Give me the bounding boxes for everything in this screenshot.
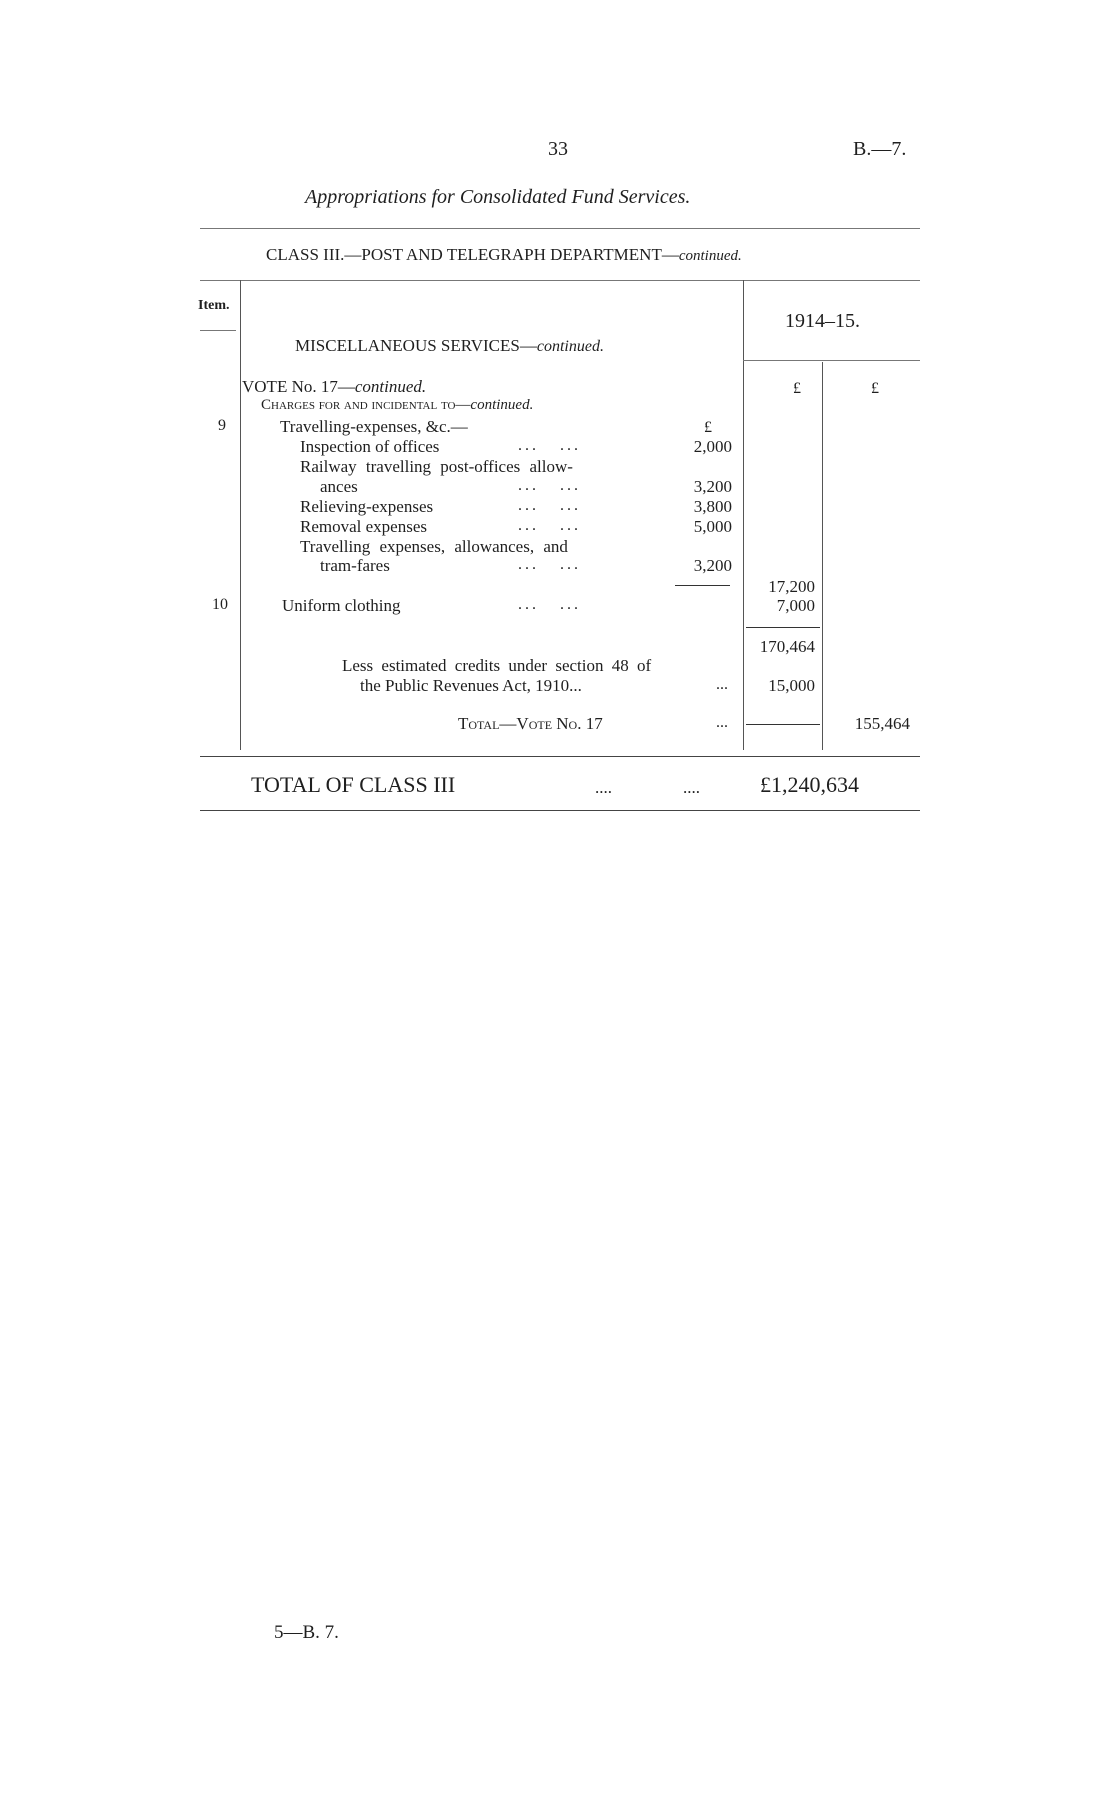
item-number: 10 [212, 596, 228, 613]
total-vote-rule [746, 724, 820, 725]
inner-amount: 2,000 [693, 437, 732, 456]
item-number: 9 [218, 417, 226, 434]
page-number: 33 [548, 138, 568, 160]
item-column-rule [240, 280, 241, 750]
subtotal-rule [675, 585, 730, 586]
currency-column-1: £ [793, 380, 801, 397]
leader-dots: ... [716, 714, 728, 731]
year-header: 1914–15. [785, 310, 860, 332]
less-credits-line-2: the Public Revenues Act, 1910... [360, 676, 582, 695]
class-heading: CLASS III.—POST AND TELEGRAPH DEPARTMENT—continued. [266, 245, 742, 264]
gross-total: 170,464 [759, 637, 815, 656]
leader-dots: .... [683, 778, 700, 797]
leader-dots: ... ... [518, 437, 581, 454]
row-label: Uniform clothing [282, 596, 401, 615]
section-title: MISCELLANEOUS SERVICES—continued. [295, 336, 604, 355]
page-footer: 5—B. 7. [274, 1622, 339, 1643]
row-label: Removal expenses [300, 517, 427, 536]
table-top-rule [200, 280, 920, 281]
uniform-amount: 7,000 [776, 596, 815, 615]
leader-dots: ... [716, 676, 728, 693]
less-credits-line-1: Less estimated credits under section 48 of [342, 656, 652, 675]
document-reference: B.—7. [853, 138, 907, 160]
currency-column-2: £ [871, 380, 879, 397]
item-header-underline [200, 330, 236, 331]
less-credits-amount: 15,000 [768, 676, 815, 695]
row-label: Inspection of offices [300, 437, 440, 456]
inner-amount: £ [704, 419, 712, 436]
leader-dots: ... ... [518, 497, 581, 514]
row-label: Relieving-expenses [300, 497, 434, 516]
inner-amount: 3,200 [693, 556, 732, 575]
subtotal-travelling: 17,200 [768, 577, 815, 596]
row-label: ances [320, 477, 358, 496]
amount-column-rule-left [743, 280, 744, 750]
class-total-label: TOTAL OF CLASS III [251, 772, 456, 797]
table-bottom-rule [200, 756, 920, 757]
leader-dots: ... ... [518, 596, 581, 613]
charges-line: Charges for and incidental to—continued. [261, 397, 534, 413]
rule-under-title [200, 228, 920, 229]
leader-dots: .... [595, 778, 612, 797]
amount-column-rule-mid [822, 362, 823, 750]
inner-amount: 3,200 [693, 477, 732, 496]
row-label: Travelling-expenses, &c.— [280, 417, 468, 436]
gross-rule [746, 627, 820, 628]
leader-dots: ... ... [518, 477, 581, 494]
total-vote-label: Total—Vote No. 17 [458, 714, 603, 733]
page-title: Appropriations for Consolidated Fund Services. [305, 186, 691, 208]
class-total-amount: £1,240,634 [760, 772, 859, 797]
row-label: tram-fares [320, 556, 390, 575]
row-label: Railway travelling post-offices allow- [300, 457, 573, 476]
inner-amount: 5,000 [693, 517, 732, 536]
row-label: Travelling expenses, allowances, and [300, 537, 568, 556]
item-column-header: Item. [198, 298, 230, 313]
leader-dots: ... ... [518, 556, 581, 573]
class-total-rule [200, 810, 920, 811]
vote-line: VOTE No. 17—continued. [242, 377, 427, 396]
inner-amount: 3,800 [693, 497, 732, 516]
total-vote-amount: 155,464 [854, 714, 910, 733]
leader-dots: ... ... [518, 517, 581, 534]
year-header-underline [743, 360, 920, 361]
